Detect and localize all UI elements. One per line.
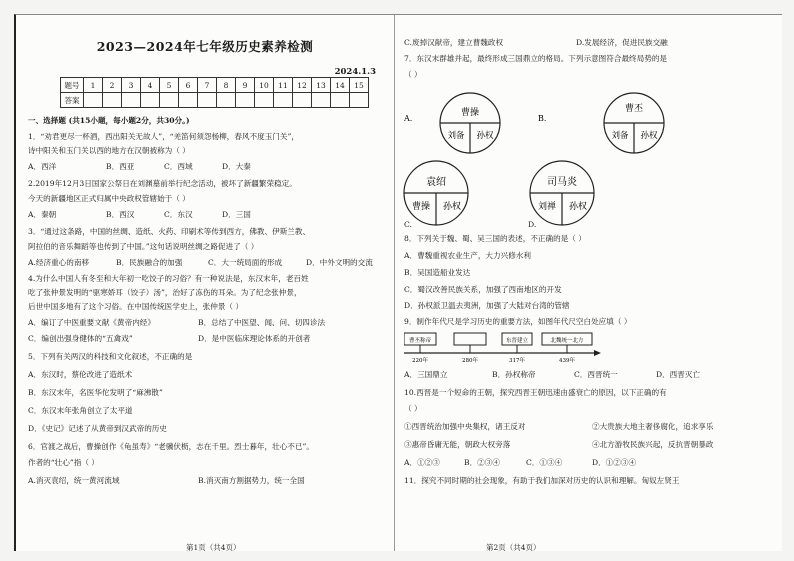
q8-option[interactable]: D．孙权派卫温去夷洲，加强了大陆对台湾的管辖 <box>404 301 570 310</box>
timeline-year: 280年 <box>462 358 478 364</box>
answer-cell[interactable] <box>103 93 122 108</box>
answer-cell[interactable] <box>141 93 160 108</box>
q2-stem: 2.2019年12月3日国家公祭日在刘渊墓前举行纪念活动，被坏了新疆繁荣稳定。 <box>28 179 297 188</box>
q5-option[interactable]: C．东汉末年张角创立了太平道 <box>28 406 133 415</box>
answer-cell[interactable] <box>293 93 312 108</box>
question-number: 11 <box>274 78 293 93</box>
pie-label: 刘备 <box>611 131 629 141</box>
page-number: 第2页（共4页） <box>486 543 541 552</box>
answer-cell[interactable] <box>274 93 293 108</box>
answer-table <box>60 77 369 108</box>
option-letter: B. <box>538 114 547 123</box>
q8-stem: 8．下列关于魏、蜀、吴三国的表述，不正确的是（ ） <box>404 234 586 243</box>
section-heading: 一、选择题 (共15小题，每小题2分，共30分。) <box>28 116 190 125</box>
answer-cell[interactable] <box>312 93 331 108</box>
option-letter: C. <box>404 220 412 229</box>
question-number: 12 <box>293 78 312 93</box>
pie-option-a[interactable] <box>403 93 500 153</box>
q8-option[interactable]: B．吴国造船业发达 <box>404 268 471 277</box>
question-number: 14 <box>331 78 350 93</box>
question-number: 15 <box>350 78 369 93</box>
q4-option[interactable]: C．编创出强身健体的“五禽戏” <box>28 334 133 343</box>
question-number: 5 <box>160 78 179 93</box>
q3-option[interactable]: C．大一统局面的形成 <box>208 258 283 267</box>
table-row-label: 答案 <box>61 93 84 108</box>
q4-stem: 4.为什么中国人有冬至和大年初一吃饺子的习俗？有一种说法是，东汉末年，老百姓 <box>28 274 309 283</box>
timeline-year: 439年 <box>559 358 575 364</box>
answer-cell[interactable] <box>198 93 217 108</box>
answer-cell[interactable] <box>160 93 179 108</box>
answer-cell[interactable] <box>122 93 141 108</box>
q8-option[interactable]: A．曹魏重视农业生产，大力兴修水利 <box>404 251 531 260</box>
pie-label: 孙权 <box>442 202 462 212</box>
q9-option[interactable]: B．孙权称帝 <box>492 370 536 379</box>
q9-option[interactable]: A．三国鼎立 <box>404 370 448 379</box>
q1-option[interactable]: C．西域 <box>164 162 193 171</box>
q7-diagrams <box>396 85 782 231</box>
q4-stem: 吃了张仲景发明的“驱寒娇耳（饺子）汤”，治好了冻伤的耳朵。为了纪念张仲景， <box>28 288 302 297</box>
answer-cell[interactable] <box>350 93 369 108</box>
q10-option[interactable]: A．①②③ <box>404 458 440 467</box>
q7-stem: 7．东汉末群雄并起，最终形成三国鼎立的格局。下列示意图符合最终局势的是 <box>404 54 668 63</box>
q4-stem: 后世中国多地有了这个习俗。在中国传统医学史上，张仲景（ ） <box>28 302 244 311</box>
question-number: 8 <box>217 78 236 93</box>
pie-option-c[interactable] <box>404 161 468 225</box>
q1-stem: 诗中阳关和玉门关以西的地方在汉朝被称为（ ） <box>28 146 190 155</box>
q6-option[interactable]: D.发展经济，促进民族交融 <box>576 38 668 47</box>
pie-label: 袁绍 <box>426 177 446 188</box>
timeline-label: 东晋建立 <box>505 338 529 344</box>
q10-option[interactable]: D．①②③④ <box>592 458 637 467</box>
q9-option[interactable]: C．西晋统一 <box>574 370 618 379</box>
pie-label: 曹操 <box>411 202 431 212</box>
q6-option[interactable]: B.消灭南方割据势力，统一全国 <box>198 476 305 485</box>
question-number: 10 <box>255 78 274 93</box>
q11-stem: 11．探究不同时期的社会现象，有助于我们加深对历史的认识和理解。匈奴左贤王 <box>404 476 680 485</box>
exam-date: 2024.1.3 <box>334 67 376 77</box>
right-page <box>396 15 782 551</box>
q10-item: ①西晋统治加强中央集权，诸王反对 <box>404 422 526 431</box>
option-letter: A. <box>404 114 413 123</box>
answer-cell[interactable] <box>179 93 198 108</box>
pie-label: 曹操 <box>460 108 480 118</box>
q4-option[interactable]: D．是中医临床理论体系的开创者 <box>198 334 311 343</box>
timeline-diagram <box>404 331 604 365</box>
q9-option[interactable]: D．西晋灭亡 <box>656 370 701 379</box>
q4-option[interactable]: A．编订了中医重要文献《黄帝内经》 <box>28 318 155 327</box>
q1-stem: 1．“劝君更尽一杯酒，西出阳关无故人”，“羌笛何须怨杨柳，春风不度玉门关”， <box>28 132 299 141</box>
q10-stem: 10.西晋是一个短命的王朝，探究西晋王朝迅速由盛衰亡的原因，以下正确的有 <box>404 388 667 397</box>
timeline-label: 曹丕称帝 <box>408 338 432 344</box>
q6-option[interactable]: A.消灭袁绍，统一黄河流域 <box>28 476 120 485</box>
timeline-year: 220年 <box>412 358 428 364</box>
answer-cell[interactable] <box>331 93 350 108</box>
timeline-box <box>454 333 486 345</box>
page-number: 第1页（共4页） <box>186 543 241 552</box>
q9-stem: 9．制作年代尺是学习历史的重要方法，如图年代尺空白处应填（ ） <box>404 317 632 326</box>
option-letter: D. <box>528 220 537 229</box>
q3-stem: 3．“通过这条路，中国的丝绸、造纸、火药、印刷术等传到西方，佛教、伊斯兰教、 <box>28 227 311 236</box>
pie-option-d[interactable] <box>530 161 594 225</box>
pie-label: 曹丕 <box>624 104 644 114</box>
q8-option[interactable]: C．蜀汉改善民族关系，加强了西南地区的开发 <box>404 285 562 294</box>
q1-option[interactable]: D．大秦 <box>222 162 251 171</box>
answer-cell[interactable] <box>236 93 255 108</box>
pie-label: 刘备 <box>447 131 465 141</box>
answer-cell[interactable] <box>255 93 274 108</box>
pie-option-b[interactable] <box>538 93 664 153</box>
table-row-label: 题号 <box>61 78 84 93</box>
pie-label: 孙权 <box>568 202 588 212</box>
q6-stem: 作者的“壮心”指（ ） <box>28 458 99 467</box>
exam-sheet <box>14 14 782 551</box>
q2-option[interactable]: A．秦朝 <box>28 210 57 219</box>
exam-title: 2023—2024年七年级历史素养检测 <box>96 39 314 54</box>
q2-option[interactable]: B．西汉 <box>106 210 135 219</box>
q10-item: ③惠帝昏庸无能，朝政大权旁落 <box>404 440 511 449</box>
answer-cell[interactable] <box>217 93 236 108</box>
pie-label: 刘禅 <box>537 202 557 212</box>
left-page <box>16 15 395 551</box>
question-number: 13 <box>312 78 331 93</box>
q5-option[interactable]: B．东汉末年，名医华佗发明了“麻沸散” <box>28 388 163 397</box>
pie-label: 孙权 <box>640 131 658 141</box>
q1-option[interactable]: B．西亚 <box>106 162 135 171</box>
q3-option[interactable]: D．中外文明的交流 <box>306 258 373 267</box>
q3-option[interactable]: A.经济重心的南移 <box>28 258 90 267</box>
timeline-label: 北魏统一北方 <box>550 338 584 344</box>
q4-option[interactable]: B．总结了中医望、闻、问、切四诊法 <box>198 318 326 327</box>
pie-label: 司马炎 <box>547 177 577 188</box>
question-number: 4 <box>141 78 160 93</box>
q5-stem: 5．下列有关两汉的科技和文化叙述，不正确的是 <box>28 352 193 361</box>
pie-label: 孙权 <box>476 131 494 141</box>
q10-stem: （ ） <box>404 404 422 413</box>
answer-cell[interactable] <box>84 93 103 108</box>
q6-option[interactable]: C.废掉汉献帝，建立曹魏政权 <box>404 38 504 47</box>
question-number: 7 <box>198 78 217 93</box>
q3-option[interactable]: B．民族融合的加强 <box>116 258 183 267</box>
q2-option[interactable]: D．三国 <box>222 210 251 219</box>
timeline-year: 317年 <box>509 358 525 364</box>
question-number: 1 <box>84 78 103 93</box>
q6-stem: 6．官渡之战后，曹操创作《龟虽寿》“老骥伏枥，志在千里。烈士暮年，壮心不已”。 <box>28 442 314 451</box>
question-number: 9 <box>236 78 255 93</box>
question-number: 2 <box>103 78 122 93</box>
question-number: 3 <box>122 78 141 93</box>
q10-option[interactable]: C．①③④ <box>526 458 563 467</box>
q10-option[interactable]: B．②③④ <box>464 458 500 467</box>
q7-stem: （ ） <box>404 70 422 79</box>
q5-option[interactable]: A．东汉时，蔡伦改进了造纸术 <box>28 370 133 379</box>
q10-item: ②大贵族大地主奢侈腐化，追求享乐 <box>592 422 714 431</box>
q3-stem: 阿拉伯的音乐舞蹈等也传到了中国。”这句话说明丝绸之路促进了（ ） <box>28 242 259 251</box>
q5-option[interactable]: D．《史记》记述了从黄帝到汉武帝的历史 <box>28 424 167 433</box>
q10-item: ④北方游牧民族兴起，反抗晋朝暴政 <box>592 440 714 449</box>
q1-option[interactable]: A．西洋 <box>28 162 57 171</box>
q2-option[interactable]: C．东汉 <box>164 210 193 219</box>
question-number: 6 <box>179 78 198 93</box>
q2-stem: 今天的新疆地区正式归属中央政权管辖始于（ ） <box>28 194 190 203</box>
